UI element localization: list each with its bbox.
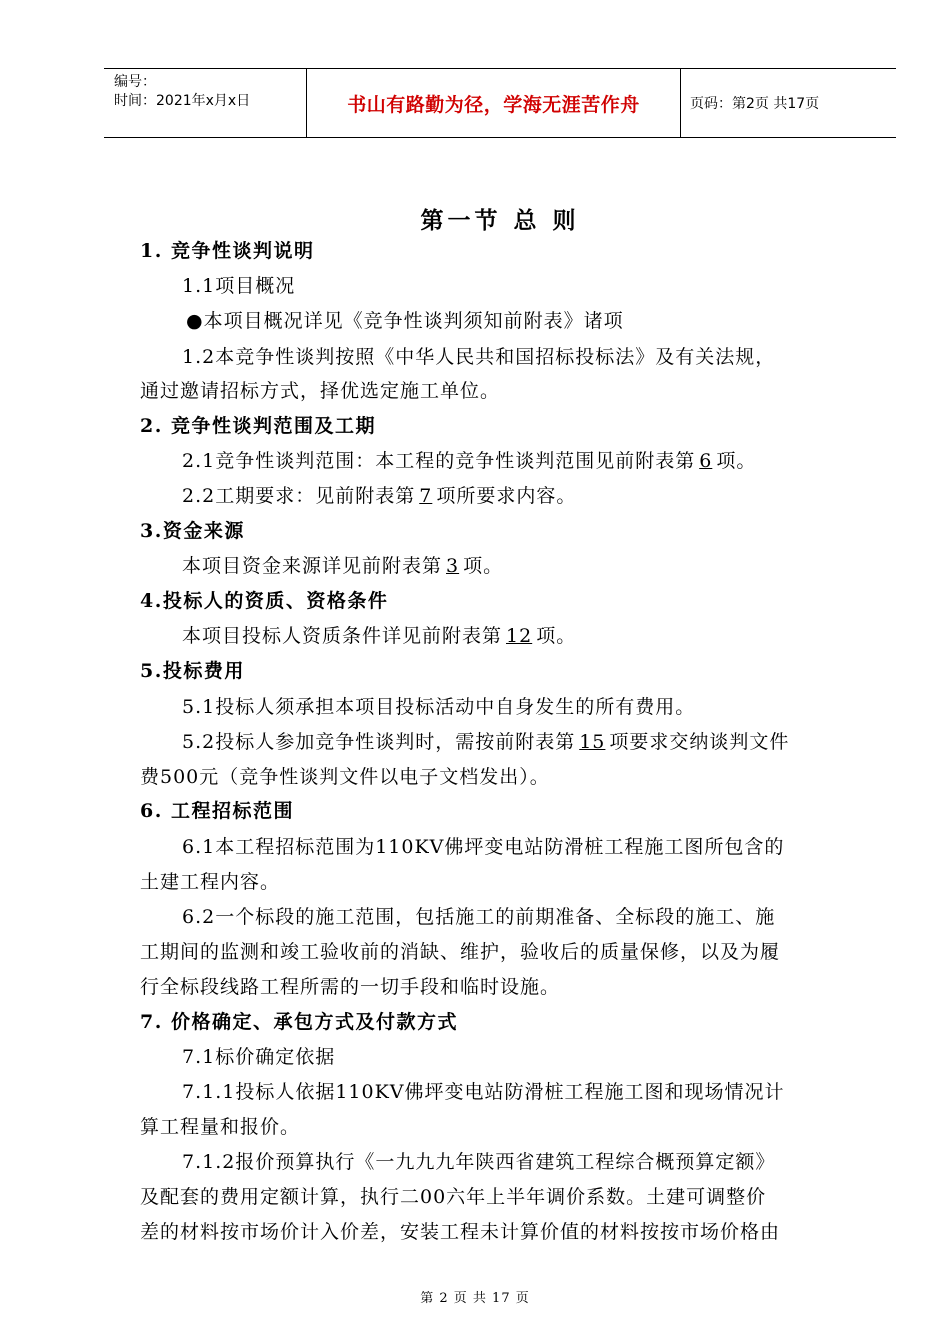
header-page-info: 页码：第2页 共17页 bbox=[690, 96, 820, 112]
document-number-label: 编号： bbox=[114, 74, 156, 90]
underlined-number: 15 bbox=[579, 731, 606, 753]
paragraph-line bbox=[182, 623, 576, 649]
underlined-number: 7 bbox=[419, 485, 433, 507]
text: 项。 bbox=[536, 625, 577, 647]
text: 项所要求内容。 bbox=[436, 485, 577, 507]
heading: 2. 竞争性谈判范围及工期 bbox=[140, 415, 376, 437]
document-date-label: 时间：2021年x月x日 bbox=[114, 93, 251, 109]
subheading: 7.1标价确定依据 bbox=[182, 1046, 336, 1068]
text: 2.1竞争性谈判范围：本工程的竞争性谈判范围见前附表第 bbox=[182, 450, 696, 472]
heading: 7. 价格确定、承包方式及付款方式 bbox=[140, 1011, 458, 1033]
text: 本项目资金来源详见前附表第 bbox=[182, 555, 443, 577]
paragraph-line bbox=[182, 448, 756, 474]
paragraph-line: 费500元（竞争性谈判文件以电子文档发出）。 bbox=[140, 766, 550, 788]
text: 本项目投标人资质条件详见前附表第 bbox=[182, 625, 503, 647]
header-motto: 书山有路勤为径，学海无涯苦作舟 bbox=[347, 93, 640, 116]
paragraph-line: 行全标段线路工程所需的一切手段和临时设施。 bbox=[140, 976, 561, 998]
paragraph-line bbox=[182, 729, 789, 755]
paragraph-line: 7.1.1投标人依据110KV佛坪变电站防滑桩工程施工图和现场情况计 bbox=[182, 1081, 785, 1103]
paragraph-line: 及配套的费用定额计算，执行二00六年上半年调价系数。土建可调整价 bbox=[140, 1186, 767, 1208]
section-title: 第一节 总 则 bbox=[420, 207, 580, 234]
paragraph-line: 6.1本工程招标范围为110KV佛坪变电站防滑桩工程施工图所包含的 bbox=[182, 836, 785, 858]
header-meta bbox=[114, 73, 250, 111]
paragraph-line: 7.1.2报价预算执行《一九九九年陕西省建筑工程综合概预算定额》 bbox=[182, 1151, 776, 1173]
paragraph-line: 土建工程内容。 bbox=[140, 871, 281, 893]
text: 项。 bbox=[716, 450, 757, 472]
header-divider bbox=[680, 69, 681, 137]
heading: 6. 工程招标范围 bbox=[140, 800, 294, 822]
underlined-number: 6 bbox=[699, 450, 713, 472]
heading: 3.资金来源 bbox=[140, 520, 245, 542]
page-header bbox=[104, 68, 896, 138]
paragraph-line: 1.2本竞争性谈判按照《中华人民共和国招标投标法》及有关法规， bbox=[182, 346, 776, 368]
paragraph-line: 6.2一个标段的施工范围，包括施工的前期准备、全标段的施工、施 bbox=[182, 906, 776, 928]
page-footer: 第 2 页 共 17 页 bbox=[420, 1291, 530, 1306]
paragraph-line bbox=[182, 553, 503, 579]
paragraph-line: 通过邀请招标方式，择优选定施工单位。 bbox=[140, 380, 501, 402]
subheading: 1.1项目概况 bbox=[182, 275, 296, 297]
heading: 5.投标费用 bbox=[140, 660, 245, 682]
underlined-number: 12 bbox=[506, 625, 533, 647]
paragraph-line: 差的材料按市场价计入价差，安装工程未计算价值的材料按按市场价格由 bbox=[140, 1221, 781, 1243]
text: 项。 bbox=[463, 555, 504, 577]
text: 2.2工期要求：见前附表第 bbox=[182, 485, 416, 507]
bullet-paragraph: ●本项目概况详见《竞争性谈判须知前附表》诸项 bbox=[186, 310, 624, 332]
paragraph-line: 5.1投标人须承担本项目投标活动中自身发生的所有费用。 bbox=[182, 696, 696, 718]
heading: 1. 竞争性谈判说明 bbox=[140, 240, 315, 262]
underlined-number: 3 bbox=[446, 555, 460, 577]
text: 项要求交纳谈判文件 bbox=[609, 731, 790, 753]
heading: 4.投标人的资质、资格条件 bbox=[140, 590, 389, 612]
paragraph-line: 工期间的监测和竣工验收前的消缺、维护，验收后的质量保修，以及为履 bbox=[140, 941, 781, 963]
text: 5.2投标人参加竞争性谈判时，需按前附表第 bbox=[182, 731, 576, 753]
paragraph-line bbox=[182, 483, 576, 509]
paragraph-line: 算工程量和报价。 bbox=[140, 1116, 301, 1138]
